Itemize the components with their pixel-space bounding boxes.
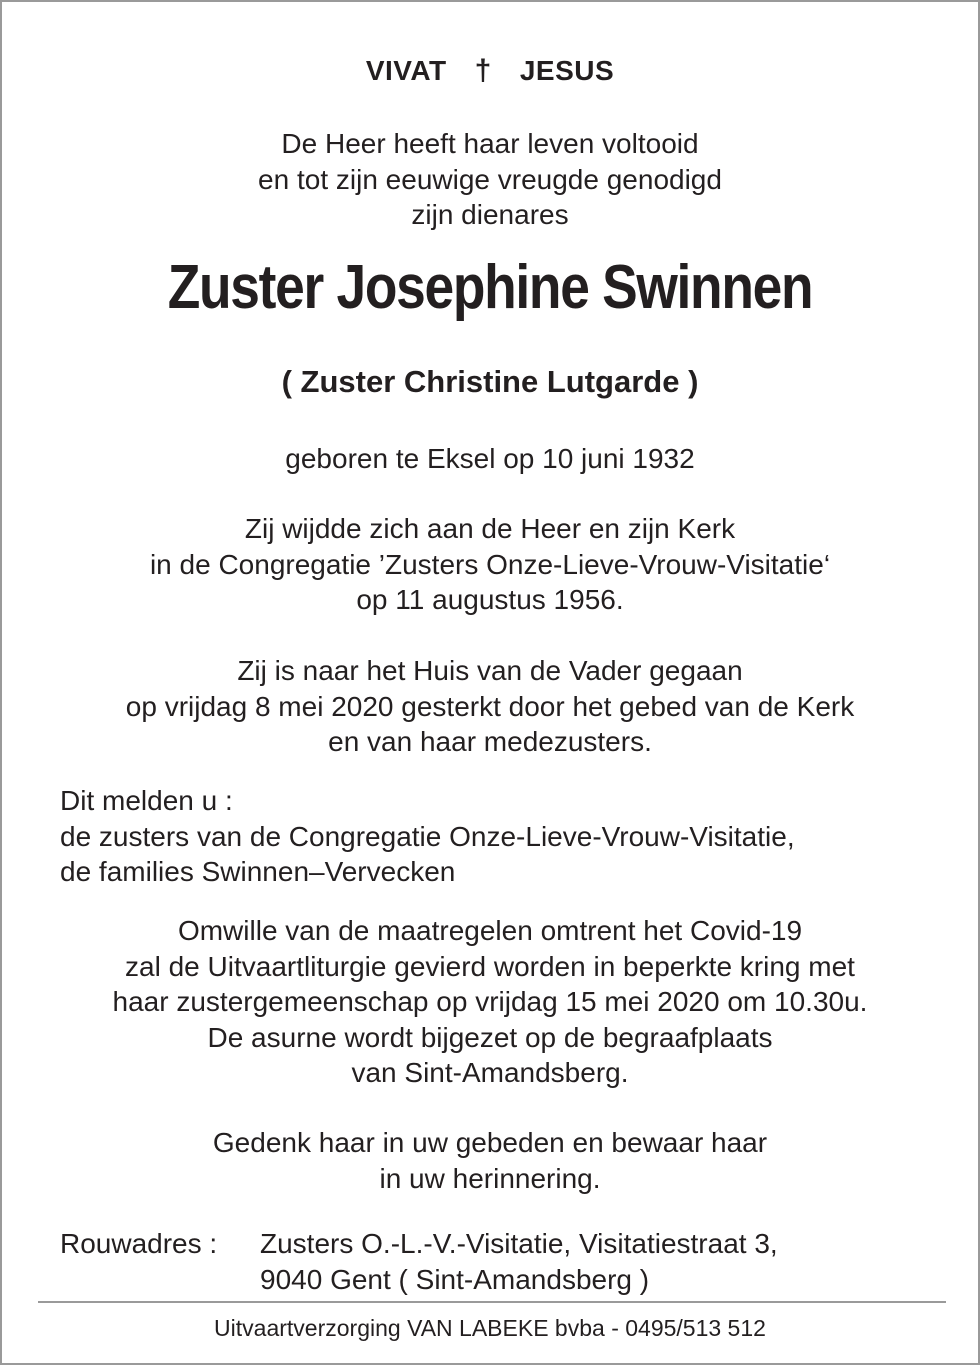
cross-icon: † (474, 54, 492, 87)
announcement (60, 783, 795, 890)
death-line: en van haar medezusters. (328, 726, 652, 757)
remembrance-line: in uw herinnering. (379, 1162, 601, 1194)
address-line: 9040 Gent ( Sint-Amandsberg ) (260, 1263, 650, 1295)
header-right: JESUS (519, 55, 615, 86)
address-line: Zusters O.-L.-V.-Visitatie, Visitatiestraat 3, (260, 1228, 778, 1259)
address-value (260, 1226, 778, 1297)
vows-text (2, 511, 978, 618)
funeral-director: Uitvaartverzorging VAN LABEKE bvba - 0495/513 512 (214, 1315, 766, 1341)
vows-line: in de Congregatie ’Zusters Onze-Lieve-Vrouw-Visitatie‘ (149, 548, 831, 580)
funeral-line: Omwille van de maatregelen omtrent het Covid-19 (177, 915, 803, 946)
announcement-line: Dit melden u : (60, 785, 233, 816)
announcement-line: de families Swinnen–Vervecken (60, 856, 456, 887)
deceased-name: Zuster Josephine Swinnen (167, 253, 813, 322)
header-vivat-jesus (2, 54, 978, 88)
funeral-info (2, 913, 978, 1091)
funeral-line: zal de Uitvaartliturgie gevierd worden in beperkte kring met (125, 950, 855, 982)
birth-info: geboren te Eksel op 10 juni 1932 (285, 443, 695, 474)
vows-line: op 11 augustus 1956. (356, 584, 624, 615)
remembrance-text (2, 1125, 978, 1196)
footer-divider (38, 1301, 946, 1303)
funeral-line: van Sint-Amandsberg. (351, 1057, 629, 1088)
death-line: Zij is naar het Huis van de Vader gegaan (237, 655, 743, 686)
remembrance-line: Gedenk haar in uw gebeden en bewaar haar (212, 1127, 768, 1158)
intro-line: De Heer heeft haar leven voltooid (281, 128, 699, 159)
address-label: Rouwadres : (60, 1228, 218, 1259)
announcement-line: de zusters van de Congregatie Onze-Lieve-Vrouw-Visitatie, (60, 820, 795, 852)
header-left: VIVAT (365, 55, 447, 86)
religious-name: ( Zuster Christine Lutgarde ) (281, 364, 699, 399)
death-line: op vrijdag 8 mei 2020 gesterkt door het gebed van de Kerk (125, 690, 855, 722)
intro-text (2, 126, 978, 233)
vows-line: Zij wijdde zich aan de Heer en zijn Kerk (244, 513, 736, 544)
intro-line: en tot zijn eeuwige vreugde genodigd (258, 163, 722, 195)
death-text (2, 653, 978, 760)
funeral-line: De asurne wordt bijgezet op de begraafplaats (207, 1021, 773, 1053)
intro-line: zijn dienares (411, 199, 569, 230)
funeral-line: haar zustergemeenschap op vrijdag 15 mei 2020 om 10.30u. (112, 986, 868, 1017)
